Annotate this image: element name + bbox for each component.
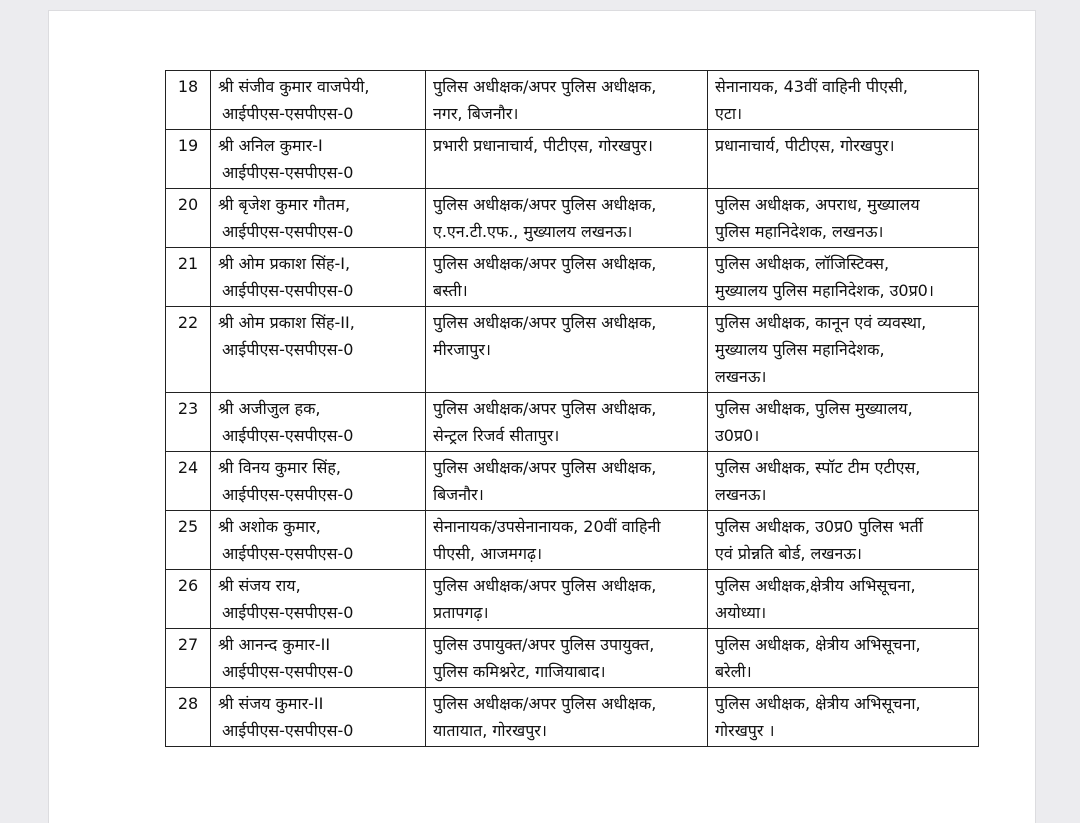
officer-name-line: श्री आनन्द कुमार-II (218, 635, 331, 654)
officer-name-cell (211, 511, 426, 570)
new-posting-line: एवं प्रोन्नति बोर्ड, लखनऊ। (715, 544, 863, 563)
officer-name-cell (211, 248, 426, 307)
current-posting-line: ए.एन.टी.एफ., मुख्यालय लखनऊ। (433, 222, 633, 241)
new-posting-line: पुलिस अधीक्षक, कानून एवं व्यवस्था, (715, 313, 927, 332)
officer-name-cell (211, 629, 426, 688)
table-row (166, 130, 979, 189)
officer-name-cell (211, 688, 426, 747)
officer-name-line: आईपीएस-एसपीएस-0 (222, 222, 354, 241)
table-row (166, 71, 979, 130)
new-posting-cell (708, 307, 979, 393)
current-posting-line: पुलिस अधीक्षक/अपर पुलिस अधीक्षक, (433, 576, 657, 595)
officer-name-cell (211, 452, 426, 511)
table-row (166, 248, 979, 307)
officer-name-line: आईपीएस-एसपीएस-0 (222, 104, 354, 123)
new-posting-line: लखनऊ। (715, 367, 767, 386)
current-posting-cell (426, 393, 708, 452)
new-posting-line: पुलिस अधीक्षक, स्पॉट टीम एटीएस, (715, 458, 921, 477)
current-posting-line: पीएसी, आजमगढ़। (433, 544, 543, 563)
serial-number-cell: 21 (166, 248, 211, 307)
new-posting-line: लखनऊ। (715, 485, 767, 504)
officer-name-line: आईपीएस-एसपीएस-0 (222, 721, 354, 740)
new-posting-line: पुलिस अधीक्षक, उ0प्र0 पुलिस भर्ती (715, 517, 923, 536)
current-posting-line: बिजनौर। (433, 485, 484, 504)
new-posting-cell (708, 248, 979, 307)
current-posting-cell (426, 688, 708, 747)
new-posting-line: पुलिस महानिदेशक, लखनऊ। (715, 222, 884, 241)
new-posting-cell (708, 393, 979, 452)
officer-name-line: आईपीएस-एसपीएस-0 (222, 544, 354, 563)
current-posting-line: बस्ती। (433, 281, 468, 300)
table-row (166, 511, 979, 570)
officer-name-line: श्री संजीव कुमार वाजपेयी, (218, 77, 370, 96)
officer-name-line: आईपीएस-एसपीएस-0 (222, 163, 354, 182)
officer-name-cell (211, 570, 426, 629)
new-posting-line: उ0प्र0। (715, 426, 760, 445)
current-posting-line: पुलिस उपायुक्त/अपर पुलिस उपायुक्त, (433, 635, 655, 654)
current-posting-cell (426, 629, 708, 688)
current-posting-cell (426, 130, 708, 189)
current-posting-line: प्रतापगढ़। (433, 603, 489, 622)
officer-name-line: आईपीएस-एसपीएस-0 (222, 426, 354, 445)
new-posting-line: बरेली। (715, 662, 752, 681)
officer-name-line: श्री विनय कुमार सिंह, (218, 458, 342, 477)
officer-name-cell (211, 130, 426, 189)
new-posting-cell (708, 71, 979, 130)
officer-name-line: श्री बृजेश कुमार गौतम, (218, 195, 351, 214)
table-row (166, 307, 979, 393)
officer-name-line: श्री अनिल कुमार-I (218, 136, 323, 155)
new-posting-line: सेनानायक, 43वीं वाहिनी पीएसी, (715, 77, 909, 96)
table-row (166, 629, 979, 688)
new-posting-cell (708, 452, 979, 511)
officer-name-line: श्री अजीजुल हक, (218, 399, 321, 418)
new-posting-line: एटा। (715, 104, 743, 123)
officer-name-cell (211, 71, 426, 130)
new-posting-cell (708, 570, 979, 629)
transfer-table (165, 70, 979, 747)
serial-number-cell: 28 (166, 688, 211, 747)
current-posting-line: नगर, बिजनौर। (433, 104, 519, 123)
serial-number-cell: 23 (166, 393, 211, 452)
current-posting-line: सेनानायक/उपसेनानायक, 20वीं वाहिनी (433, 517, 661, 536)
serial-number-cell: 26 (166, 570, 211, 629)
officer-name-line: श्री ओम प्रकाश सिंह-I, (218, 254, 351, 273)
current-posting-line: पुलिस कमिश्नरेट, गाजियाबाद। (433, 662, 606, 681)
new-posting-line: पुलिस अधीक्षक, क्षेत्रीय अभिसूचना, (715, 694, 921, 713)
serial-number-cell: 22 (166, 307, 211, 393)
new-posting-line: पुलिस अधीक्षक, क्षेत्रीय अभिसूचना, (715, 635, 921, 654)
current-posting-line: पुलिस अधीक्षक/अपर पुलिस अधीक्षक, (433, 77, 657, 96)
officer-name-cell (211, 307, 426, 393)
new-posting-cell (708, 130, 979, 189)
current-posting-cell (426, 189, 708, 248)
officer-name-line: आईपीएस-एसपीएस-0 (222, 340, 354, 359)
officer-name-line: श्री ओम प्रकाश सिंह-II, (218, 313, 355, 332)
officer-name-line: आईपीएस-एसपीएस-0 (222, 603, 354, 622)
officer-name-line: आईपीएस-एसपीएस-0 (222, 281, 354, 300)
new-posting-line: प्रधानाचार्य, पीटीएस, गोरखपुर। (715, 136, 895, 155)
new-posting-line: गोरखपुर । (715, 721, 775, 740)
current-posting-line: पुलिस अधीक्षक/अपर पुलिस अधीक्षक, (433, 694, 657, 713)
new-posting-line: पुलिस अधीक्षक, अपराध, मुख्यालय (715, 195, 920, 214)
table-row (166, 393, 979, 452)
officer-name-line: श्री अशोक कुमार, (218, 517, 321, 536)
table-row (166, 688, 979, 747)
current-posting-line: पुलिस अधीक्षक/अपर पुलिस अधीक्षक, (433, 195, 657, 214)
new-posting-line: पुलिस अधीक्षक,क्षेत्रीय अभिसूचना, (715, 576, 916, 595)
serial-number-cell: 20 (166, 189, 211, 248)
officer-name-line: आईपीएस-एसपीएस-0 (222, 662, 354, 681)
current-posting-cell (426, 71, 708, 130)
new-posting-cell (708, 511, 979, 570)
current-posting-cell (426, 307, 708, 393)
current-posting-cell (426, 570, 708, 629)
current-posting-line: यातायात, गोरखपुर। (433, 721, 547, 740)
current-posting-cell (426, 511, 708, 570)
serial-number-cell: 24 (166, 452, 211, 511)
transfer-table-body (166, 71, 979, 747)
new-posting-line: पुलिस अधीक्षक, पुलिस मुख्यालय, (715, 399, 913, 418)
new-posting-line: पुलिस अधीक्षक, लॉजिस्टिक्स, (715, 254, 890, 273)
new-posting-line: मुख्यालय पुलिस महानिदेशक, (715, 340, 885, 359)
current-posting-line: पुलिस अधीक्षक/अपर पुलिस अधीक्षक, (433, 458, 657, 477)
current-posting-line: प्रभारी प्रधानाचार्य, पीटीएस, गोरखपुर। (433, 136, 653, 155)
serial-number-cell: 25 (166, 511, 211, 570)
officer-name-cell (211, 393, 426, 452)
current-posting-line: पुलिस अधीक्षक/अपर पुलिस अधीक्षक, (433, 313, 657, 332)
current-posting-line: मीरजापुर। (433, 340, 491, 359)
current-posting-line: सेन्ट्रल रिजर्व सीतापुर। (433, 426, 560, 445)
officer-name-line: श्री संजय राय, (218, 576, 301, 595)
new-posting-cell (708, 189, 979, 248)
new-posting-line: मुख्यालय पुलिस महानिदेशक, उ0प्र0। (715, 281, 934, 300)
table-row (166, 189, 979, 248)
document-page (48, 10, 1036, 823)
new-posting-line: अयोध्या। (715, 603, 767, 622)
current-posting-cell (426, 248, 708, 307)
current-posting-line: पुलिस अधीक्षक/अपर पुलिस अधीक्षक, (433, 254, 657, 273)
serial-number-cell: 27 (166, 629, 211, 688)
current-posting-line: पुलिस अधीक्षक/अपर पुलिस अधीक्षक, (433, 399, 657, 418)
serial-number-cell: 18 (166, 71, 211, 130)
officer-name-line: आईपीएस-एसपीएस-0 (222, 485, 354, 504)
officer-name-cell (211, 189, 426, 248)
table-row (166, 570, 979, 629)
table-row (166, 452, 979, 511)
new-posting-cell (708, 629, 979, 688)
officer-name-line: श्री संजय कुमार-II (218, 694, 324, 713)
new-posting-cell (708, 688, 979, 747)
serial-number-cell: 19 (166, 130, 211, 189)
current-posting-cell (426, 452, 708, 511)
